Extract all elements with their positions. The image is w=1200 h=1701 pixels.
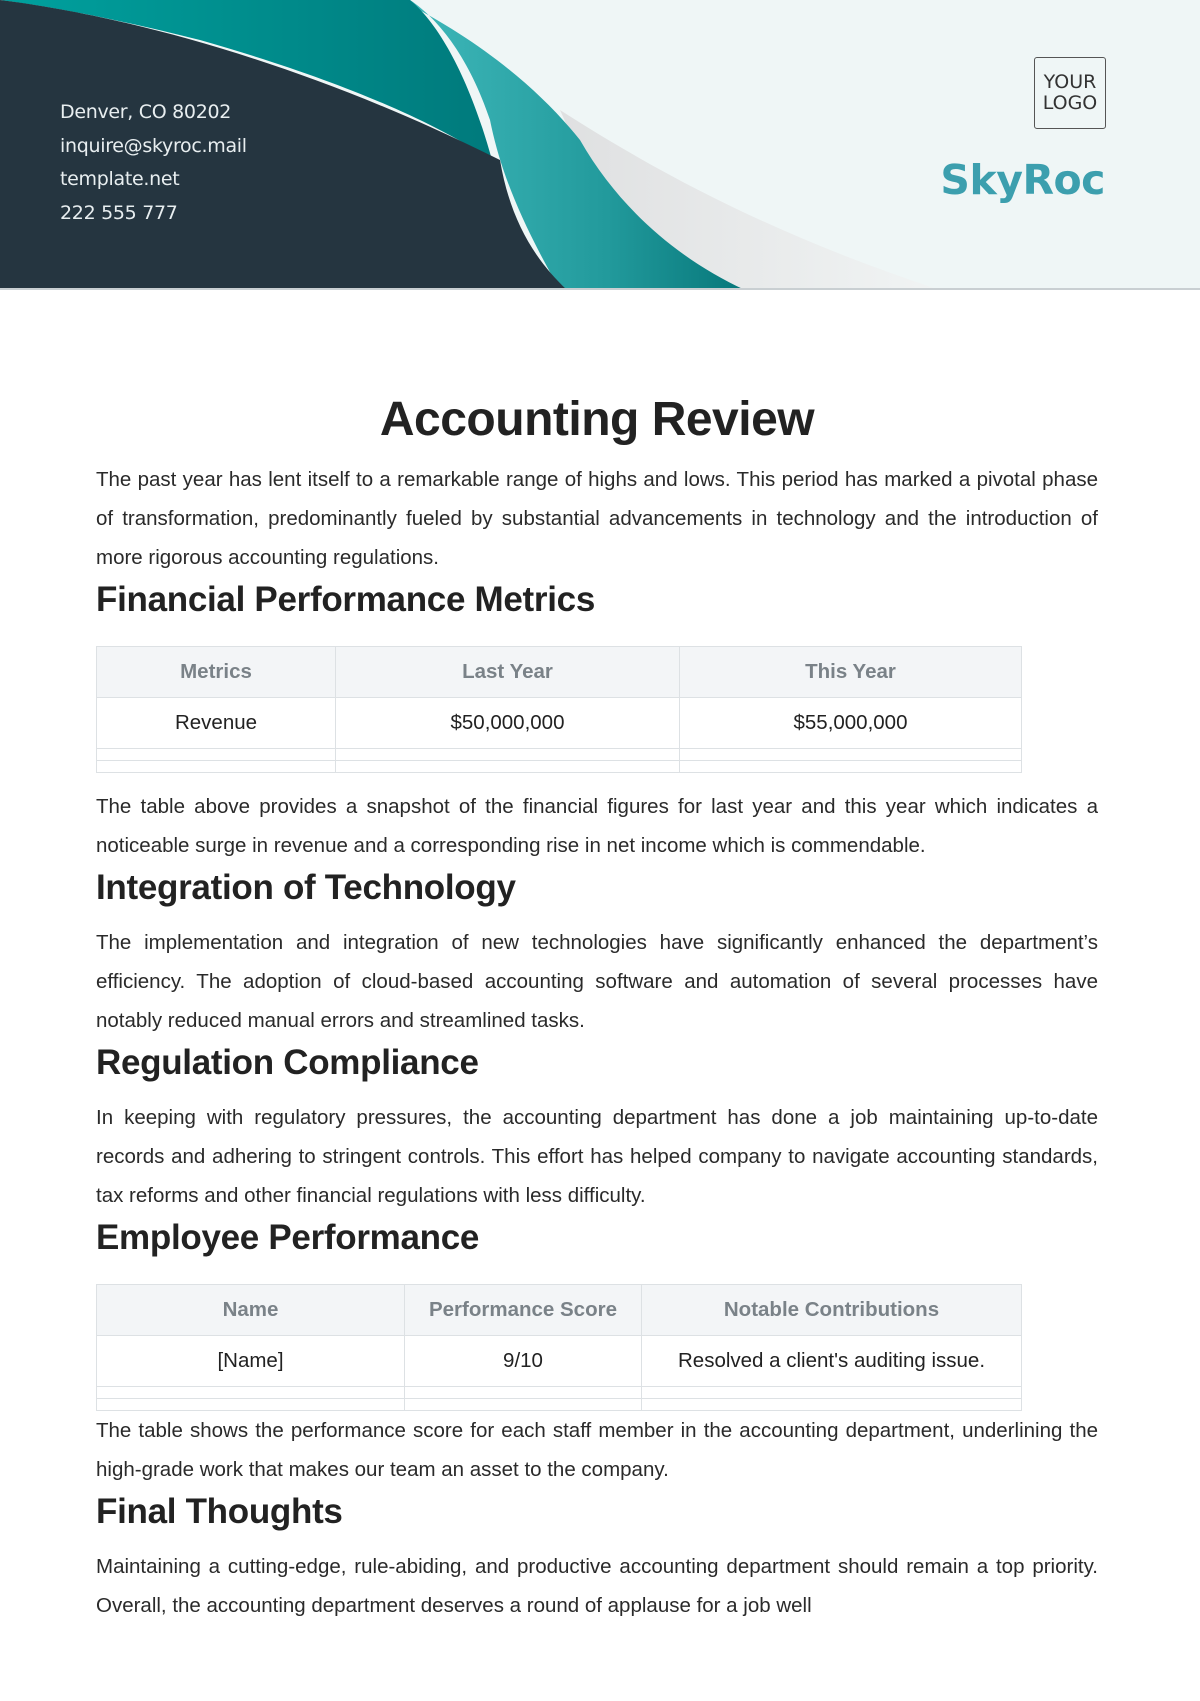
table-cell bbox=[97, 749, 336, 761]
table-cell: $50,000,000 bbox=[336, 698, 680, 749]
financial-summary-paragraph: The table above provides a snapshot of the financial figures for last year and this year which indicates a noticeable surge in revenue and a corresponding rise in net income which is commendable. bbox=[96, 795, 1098, 857]
table-cell: Resolved a client's auditing issue. bbox=[642, 1336, 1022, 1387]
financial-metrics-table bbox=[96, 646, 1022, 773]
table-cell bbox=[405, 1387, 642, 1399]
table-header: Last Year bbox=[336, 647, 680, 698]
table-cell: 9/10 bbox=[405, 1336, 642, 1387]
table-cell bbox=[680, 761, 1022, 773]
section-heading-compliance: Regulation Compliance bbox=[96, 1043, 479, 1082]
table-header: This Year bbox=[680, 647, 1022, 698]
table-header: Notable Contributions bbox=[642, 1285, 1022, 1336]
contact-info bbox=[60, 96, 247, 230]
compliance-paragraph: In keeping with regulatory pressures, the accounting department has done a job maintaining up-to-date records and adhering to stringent controls. This effort has helped company to navigate accounting standards, tax reforms and other financial regulations with less difficulty. bbox=[96, 1106, 1098, 1207]
section-heading-financial: Financial Performance Metrics bbox=[96, 580, 595, 619]
table-cell bbox=[336, 761, 680, 773]
section-heading-final: Final Thoughts bbox=[96, 1492, 343, 1531]
table-cell bbox=[680, 749, 1022, 761]
section-heading-employee: Employee Performance bbox=[96, 1218, 480, 1257]
contact-address: Denver, CO 80202 bbox=[60, 101, 232, 123]
table-row bbox=[97, 761, 1022, 773]
table-header: Performance Score bbox=[405, 1285, 642, 1336]
table-cell bbox=[405, 1399, 642, 1411]
table-row bbox=[97, 698, 1022, 749]
logo-line-2: LOGO bbox=[1042, 92, 1098, 114]
brand-name: SkyRoc bbox=[940, 156, 1105, 204]
logo-line-1: YOUR bbox=[1043, 71, 1097, 93]
table-row bbox=[97, 749, 1022, 761]
table-cell bbox=[642, 1387, 1022, 1399]
logo-placeholder bbox=[1034, 57, 1106, 129]
table-cell bbox=[97, 761, 336, 773]
letterhead-header bbox=[0, 0, 1200, 290]
contact-email[interactable]: inquire@skyroc.mail bbox=[60, 134, 247, 157]
table-row bbox=[97, 1387, 1022, 1399]
table-cell: $55,000,000 bbox=[680, 698, 1022, 749]
table-header: Metrics bbox=[97, 647, 336, 698]
contact-website[interactable]: template.net bbox=[60, 168, 180, 190]
table-cell bbox=[97, 1399, 405, 1411]
intro-paragraph: The past year has lent itself to a remarkable range of highs and lows. This period has marked a pivotal phase of transformation, predominantly fueled by substantial advancements in technology and the introduction of more rigorous accounting regulations. bbox=[96, 468, 1098, 569]
table-row bbox=[97, 1336, 1022, 1387]
table-cell: [Name] bbox=[97, 1336, 405, 1387]
technology-paragraph: The implementation and integration of new technologies have significantly enhanced the department’s efficiency. The adoption of cloud-based accounting software and automation of several processes have notably reduced manual errors and streamlined tasks. bbox=[96, 931, 1098, 1032]
table-header: Name bbox=[97, 1285, 405, 1336]
table-cell bbox=[336, 749, 680, 761]
section-heading-technology: Integration of Technology bbox=[96, 868, 516, 907]
employee-performance-table bbox=[96, 1284, 1022, 1411]
document-body bbox=[96, 390, 1098, 1625]
contact-phone: 222 555 777 bbox=[60, 201, 178, 224]
page-title: Accounting Review bbox=[379, 393, 815, 446]
table-cell: Revenue bbox=[97, 698, 336, 749]
employee-summary-paragraph: The table shows the performance score for each staff member in the accounting department, underlining the high-grade work that makes our team an asset to the company. bbox=[96, 1419, 1098, 1481]
table-cell bbox=[97, 1387, 405, 1399]
table-row bbox=[97, 1399, 1022, 1411]
final-thoughts-paragraph: Maintaining a cutting-edge, rule-abiding, and productive accounting department should remain a top priority. Overall, the accounting department deserves a round of applause for a job well bbox=[96, 1555, 1098, 1617]
table-cell bbox=[642, 1399, 1022, 1411]
